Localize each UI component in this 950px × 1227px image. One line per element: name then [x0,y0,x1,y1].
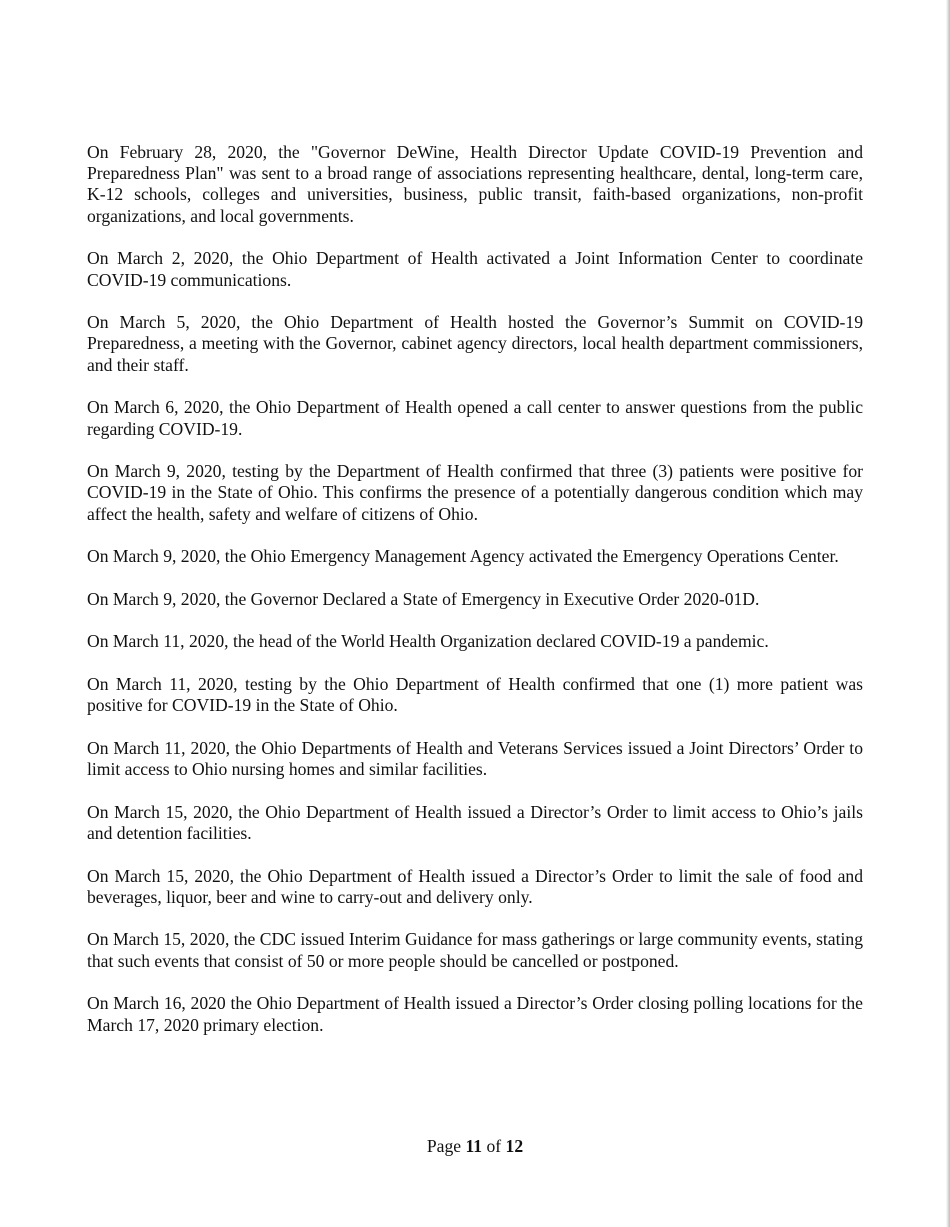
paragraph-mar-9-testing: On March 9, 2020, testing by the Department of Health confirmed that three (3) patients were positive for COVID-19 in the State of Ohio. This confirms the presence of a potentially dangerous condition which may affect the health, safety and welfare of citizens of Ohio. [87,461,863,524]
paragraph-mar-15-cdc-guidance: On March 15, 2020, the CDC issued Interim Guidance for mass gatherings or large community events, stating that such events that consist of 50 or more people should be cancelled or postponed. [87,929,863,971]
paragraph-mar-15-jails: On March 15, 2020, the Ohio Department of Health issued a Director’s Order to limit access to Ohio’s jails and detention facilities. [87,801,863,843]
paragraph-feb-28-plan: On February 28, 2020, the "Governor DeWine, Health Director Update COVID-19 Prevention and Preparedness Plan" was sent to a broad range of associations representing healthcare, dental, long-term care, K-12 schools, colleges and universities, business, public transit, faith-based organizations, non-profit organizations, and local governments. [87,142,863,226]
document-body [87,142,863,1057]
paragraph-mar-5-governors-summit: On March 5, 2020, the Ohio Department of Health hosted the Governor’s Summit on COVID-19 Preparedness, a meeting with the Governor, cabinet agency directors, local health department commissioners, and their staff. [87,312,863,375]
scan-edge [946,0,950,1227]
paragraph-mar-11-nursing-homes: On March 11, 2020, the Ohio Departments of Health and Veterans Services issued a Joint Directors’ Order to limit access to Ohio nursing homes and similar facilities. [87,737,863,779]
paragraph-mar-9-emergency-operations: On March 9, 2020, the Ohio Emergency Management Agency activated the Emergency Operations Center. [87,546,839,567]
paragraph-mar-15-food-liquor: On March 15, 2020, the Ohio Department of Health issued a Director’s Order to limit the sale of food and beverages, liquor, beer and wine to carry-out and delivery only. [87,865,863,907]
paragraph-mar-6-call-center: On March 6, 2020, the Ohio Department of Health opened a call center to answer questions from the public regarding COVID-19. [87,397,863,439]
paragraph-mar-16-polling-locations: On March 16, 2020 the Ohio Department of Health issued a Director’s Order closing polling locations for the March 17, 2020 primary election. [87,993,863,1035]
paragraph-mar-2-joint-information-center: On March 2, 2020, the Ohio Department of Health activated a Joint Information Center to coordinate COVID-19 communications. [87,248,863,290]
paragraph-mar-9-state-of-emergency: On March 9, 2020, the Governor Declared a State of Emergency in Executive Order 2020-01D. [87,589,760,610]
page-of-label: of [486,1136,502,1156]
page-label: Page [426,1136,462,1156]
total-pages-number: 12 [505,1136,524,1156]
paragraph-mar-11-pandemic: On March 11, 2020, the head of the World Health Organization declared COVID-19 a pandemic. [87,631,769,652]
paragraph-mar-11-testing: On March 11, 2020, testing by the Ohio Department of Health confirmed that one (1) more patient was positive for COVID-19 in the State of Ohio. [87,673,863,716]
current-page-number: 11 [465,1136,483,1156]
page-number-footer [0,1135,950,1157]
